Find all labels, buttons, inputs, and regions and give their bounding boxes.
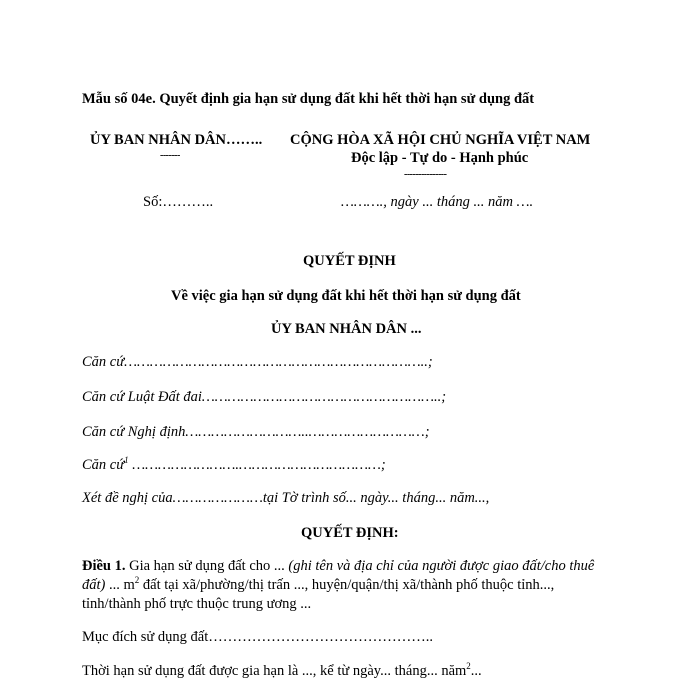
basis-line: Căn cứ……………………………………………………………..; [82, 354, 433, 370]
extension-term [82, 662, 482, 680]
document-number: Số:……….. [143, 194, 214, 210]
footnote-ref: 1 [124, 455, 129, 466]
article-1-italic-2: đất) [82, 577, 106, 593]
article-1-location: đất tại xã/phường/thị trấn ..., huyện/quận/thị xã/thành phố thuộc tỉnh..., [139, 577, 555, 593]
left-divider: ------- [160, 150, 180, 161]
decision-subject: Về việc gia hạn sử dụng đất khi hết thời hạn sử dụng đất [171, 288, 521, 304]
article-1-line-3: tỉnh/thành phố trực thuộc trung ương ... [82, 596, 312, 612]
term-text: Thời hạn sử dụng đất được gia hạn là ..., kể từ ngày... tháng... năm [82, 663, 467, 679]
article-1-label: Điều 1. [82, 558, 126, 574]
basis-line: Căn cứ Luật Đất đai………………………………………………..; [82, 389, 447, 405]
country-name: CỘNG HÒA XÃ HỘI CHỦ NGHĨA VIỆT NAM [290, 132, 591, 148]
term-rest: ... [470, 663, 482, 679]
basis-line [82, 456, 386, 474]
footnote-ref: 2 [466, 661, 471, 672]
article-1-italic: (ghi tên và địa chỉ của người được giao đất/cho thuê [288, 558, 595, 574]
issuing-org: ỦY BAN NHÂN DÂN…….. [90, 132, 263, 148]
basis-line: Căn cứ Nghị định………………………..………………………; [82, 424, 430, 440]
decision-issuer: ỦY BAN NHÂN DÂN ... [271, 321, 422, 337]
decision-title: QUYẾT ĐỊNH [303, 253, 396, 269]
decides-heading: QUYẾT ĐỊNH: [301, 525, 399, 541]
land-use-purpose: Mục đích sử dụng đất……………………………………….. [82, 629, 434, 645]
document-date: ………., ngày ... tháng ... năm …. [341, 194, 534, 210]
basis-text: Căn cứ [82, 457, 125, 473]
article-1-line-1 [82, 557, 594, 575]
form-title: Mẫu số 04e. Quyết định gia hạn sử dụng đất khi hết thời hạn sử dụng đất [82, 91, 535, 107]
article-1-line-2 [82, 576, 554, 594]
article-1-area: ... m [105, 577, 135, 593]
article-1-text: Gia hạn sử dụng đất cho ... [125, 558, 289, 574]
basis-text-rest: …………………….……………………………; [128, 457, 386, 473]
proposal-line: Xét đề nghị của…………………tại Tờ trình số... ngày... tháng... năm..., [82, 490, 490, 506]
national-motto: Độc lập - Tự do - Hạnh phúc [351, 150, 529, 166]
right-divider: --------------- [404, 169, 447, 180]
area-unit-sup: 2 [134, 575, 140, 586]
